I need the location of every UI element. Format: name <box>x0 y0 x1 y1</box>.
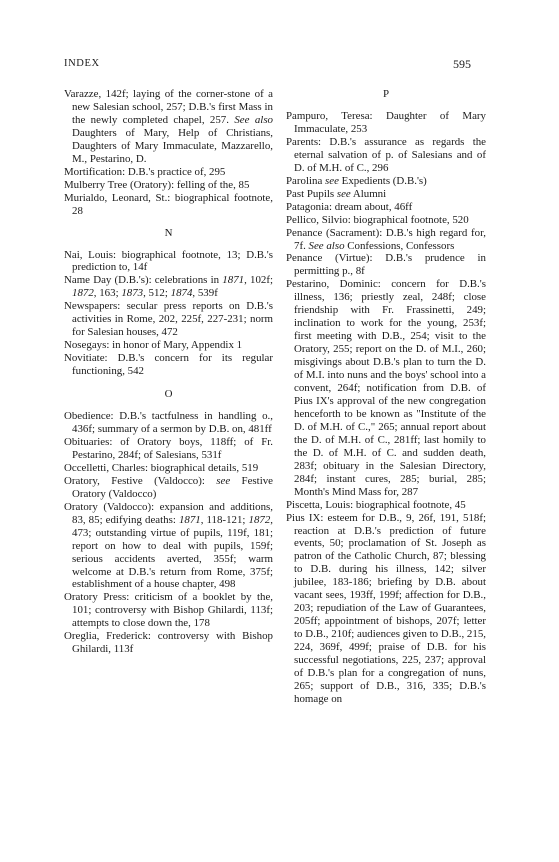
section-letter-p: P <box>382 88 390 100</box>
section-letter-n: N <box>164 226 173 239</box>
index-entry: Patagonia: dream about, 46ff <box>286 200 413 213</box>
index-entry-varazze: Varazze, 142f; laying of the corner-stone of a new Salesian school, 257; D.B.'s first Mass in the newly completed chapel, 257. See also Daughters of Mary, Help of Christians, Daughters of Mary Immaculate, Mazzarello, M., Pestarino, D. <box>64 88 274 165</box>
index-entry: Newspapers: secular press reports on D.B.'s activities in Rome, 202, 225f, 227-231; norm for Salesian houses, 472 <box>64 300 273 339</box>
index-entry: Obedience: D.B.'s tactfulness in handling o., 436f; summary of a sermon by D.B. on, 481ff <box>64 410 273 436</box>
index-entry: Occelletti, Charles: biographical details, 519 <box>64 461 259 474</box>
index-entry: Novitiate: D.B.'s concern for its regular functioning, 542 <box>64 352 273 378</box>
index-entry: Nosegays: in honor of Mary, Appendix 1 <box>64 339 243 352</box>
index-entry: Penance (Sacrament): D.B.'s high regard for, 7f. See also Confessions, Confessors <box>286 226 486 252</box>
index-entry: Mortification: D.B.'s practice of, 295 <box>64 165 226 178</box>
index-entry: Past Pupils see Alumni <box>286 187 387 200</box>
index-entry: Obituaries: of Oratory boys, 118ff; of Fr. Pestarino, 284f; of Salesians, 531f <box>64 435 273 461</box>
index-entry: Pius IX: esteem for D.B., 9, 26f, 191, 518f; reaction at D.B.'s prediction of future events, 50; proclamation of St. Joseph as patron of the Catholic Church, 87; blessing to D.B. during his illness, 142; silver jubilee, 183-186; briefing by D.B. about vacant sees, 193ff, 199f; affection for D.B., 203; repudiation of the Law of Guarantees, 205ff; appointment of bishops, 207f; letter to D.B., 210f; audiences given to D.B., 215, 224, 369f, 499f; praise of D.B. for his successful negotiations, 225, 237; approval of D.B.'s plan for a congregation of nuns, 265; support of D.B., 316, 335; D.B.'s homage on <box>286 511 486 705</box>
index-entry: Mulberry Tree (Oratory): felling of the, 85 <box>64 178 250 191</box>
index-entry: Pampuro, Teresa: Daughter of Mary Immaculate, 253 <box>286 110 486 135</box>
index-entry: Parents: D.B.'s assurance as regards the eternal salvation of p. of Salesians and of D. of M.H. of C., 296 <box>286 135 486 174</box>
index-entry: Nai, Louis: biographical footnote, 13; D.B.'s prediction to, 14f <box>64 248 273 274</box>
running-header: INDEX <box>64 58 100 69</box>
index-entry: Pestarino, Dominic: concern for D.B.'s illness, 136; priestly zeal, 248f; close friendship with Fr. Frassinetti, 249; inclination to work for the young, 253f; first meeting with D.B., 254; visit to the Oratory, 255; report on the D. of M.I., 260; misgivings about D.B.'s plan to turn the D. of M.I. into nuns and the boys' school into a convent, 264f; notification from D.B. of Pius IX's approval of the new congregation henceforth to be known as "Institute of the D. of M.H. of C.," 265; annual report about the D. of M.H. of C., 281ff; last homily to the D. of M.H. of C. and sudden death, 283f; obituary in the Salesian Directory, 284f; instant cures, 285; burial, 285; Month's Mind Mass for, 287 <box>286 278 486 498</box>
right-column <box>286 88 486 706</box>
index-entry: Oratory, Festive (Valdocco): see Festive Oratory (Valdocco) <box>64 474 274 500</box>
index-entry: Parolina see Expedients (D.B.'s) <box>286 174 427 187</box>
index-entry: Oratory (Valdocco): expansion and additions, 83, 85; edifying deaths: 1871, 118-121; 1872, 473; outstanding virtue of pupils, 119f, 181; report on how to deal with pupils, 159f; serious accidents averted, 355f; warm welcome at D.B.'s return from Rome, 375f; establishment of a house chapter, 498 <box>64 500 274 591</box>
index-entry: Oreglia, Frederick: controversy with Bishop Ghilardi, 113f <box>64 630 273 656</box>
index-entry: Penance (Virtue): D.B.'s prudence in permitting p., 8f <box>286 252 486 278</box>
index-entry: Piscetta, Louis: biographical footnote, 45 <box>286 498 466 511</box>
index-entry: Pellico, Silvio: biographical footnote, 520 <box>286 213 469 226</box>
index-entry: Oratory Press: criticism of a booklet by the, 101; controversy with Bishop Ghilardi, 113f; attempts to close down the, 178 <box>64 591 273 630</box>
page-number: 595 <box>453 57 471 71</box>
index-entry: Name Day (D.B.'s): celebrations in 1871, 102f; 1872, 163; 1873, 512; 1874, 539f <box>64 274 273 300</box>
index-entry: Murialdo, Leonard, St.: biographical footnote, 28 <box>64 191 273 217</box>
section-letter-o: O <box>164 388 173 401</box>
left-column <box>64 88 273 656</box>
